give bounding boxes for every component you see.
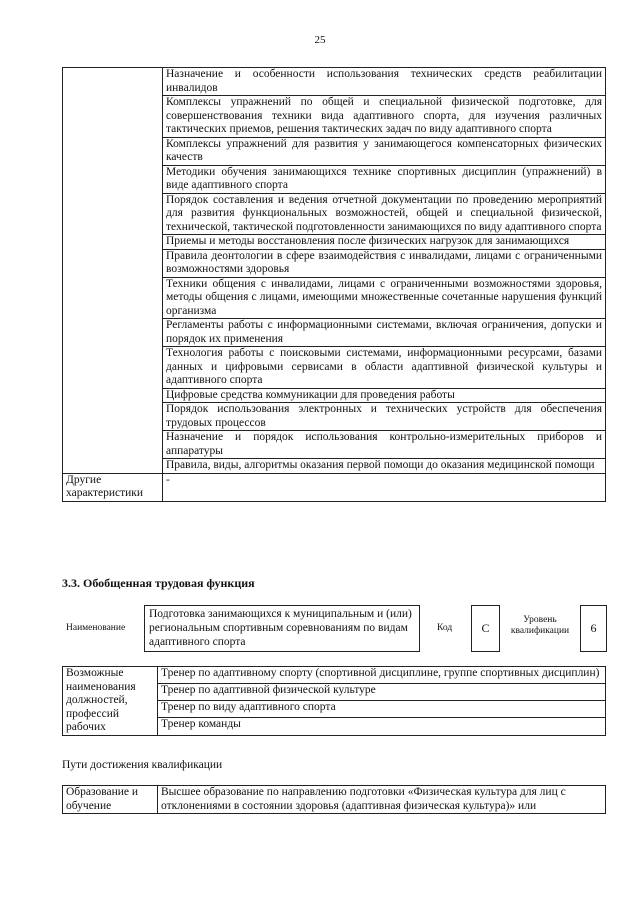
section-heading: 3.3. Обобщенная трудовая функция [62,576,255,590]
qualification-paths-title: Пути достижения квалификации [62,759,223,771]
job-title: Тренер по виду адаптивного спорта [158,701,606,718]
qualification-level-label: Уровень квалификации [510,615,570,636]
job-title: Тренер по адаптивному спорту (спортивной дисциплине, группе спортивных дисциплин) [158,667,606,684]
knowledge-item: Техники общения с инвалидами, лицами с ограниченными возможностями здоровья, методы общения с лицами, имеющими множественные сочетанные нарушения функций организма [163,277,606,319]
knowledge-item: Порядок составления и ведения отчетной документации по проведению мероприятий для развития функциональных возможностей, общей и специальной физической, технической, тактической подготовленности занимающихся по виду адаптивного спорта [163,193,606,235]
job-title: Тренер команды [158,718,606,735]
qualification-level-box: 6 [580,605,607,652]
name-label: Наименование [66,623,126,633]
job-titles-table [62,666,606,736]
function-name-box: Подготовка занимающихся к муниципальным и (или) региональным спортивным соревнованиям по видам адаптивного спорта [144,605,420,652]
knowledge-row [63,68,606,96]
knowledge-label-cell [63,68,163,474]
knowledge-item: Методики обучения занимающихся технике спортивных дисциплин (упражнений) в виде адаптивного спорта [163,165,606,193]
other-characteristics-value: - [163,473,606,501]
knowledge-item: Комплексы упражнений для развития у занимающегося компенсаторных физических качеств [163,137,606,165]
other-characteristics-row [63,473,606,501]
knowledge-item: Технология работы с поисковыми системами, информационными ресурсами, базами данных и цифровыми сервисами в области адаптивной физической культуры и адаптивного спорта [163,347,606,389]
knowledge-item: Правила, виды, алгоритмы оказания первой помощи до оказания медицинской помощи [163,459,606,474]
job-title: Тренер по адаптивной физической культуре [158,684,606,701]
education-value: Высшее образование по направлению подготовки «Физическая культура для лиц с отклонениями в состоянии здоровья (адаптивная физическая культура)» или [158,786,606,814]
knowledge-item: Регламенты работы с информационными системами, включая ограничения, допуски и порядок их применения [163,319,606,347]
knowledge-item: Порядок использования электронных и технических устройств для обеспечения трудовых процессов [163,403,606,431]
education-label: Образование и обучение [63,786,158,814]
education-table [62,785,606,814]
knowledge-item: Цифровые средства коммуникации для проведения работы [163,388,606,403]
knowledge-item: Назначение и особенности использования технических средств реабилитации инвалидов [163,68,606,96]
knowledge-item: Приемы и методы восстановления после физических нагрузок для занимающихся [163,235,606,250]
knowledge-table [62,67,606,502]
job-titles-label: Возможные наименования должностей, профессий рабочих [63,667,158,736]
knowledge-item: Правила деонтологии в сфере взаимодействия с инвалидами, лицами с ограниченными возможностями здоровья [163,249,606,277]
knowledge-item: Назначение и порядок использования контрольно-измерительных приборов и аппаратуры [163,431,606,459]
knowledge-item: Комплексы упражнений по общей и специальной физической подготовке, для совершенствования техники вида адаптивного спорта, для изучения различных тактических приемов, решения тактических задач по виду адаптивного спорта [163,96,606,138]
code-label: Код [437,623,453,633]
job-title-row [63,667,606,684]
other-characteristics-label: Другие характеристики [63,473,163,501]
page-number: 25 [314,34,326,46]
code-box: С [471,605,500,652]
